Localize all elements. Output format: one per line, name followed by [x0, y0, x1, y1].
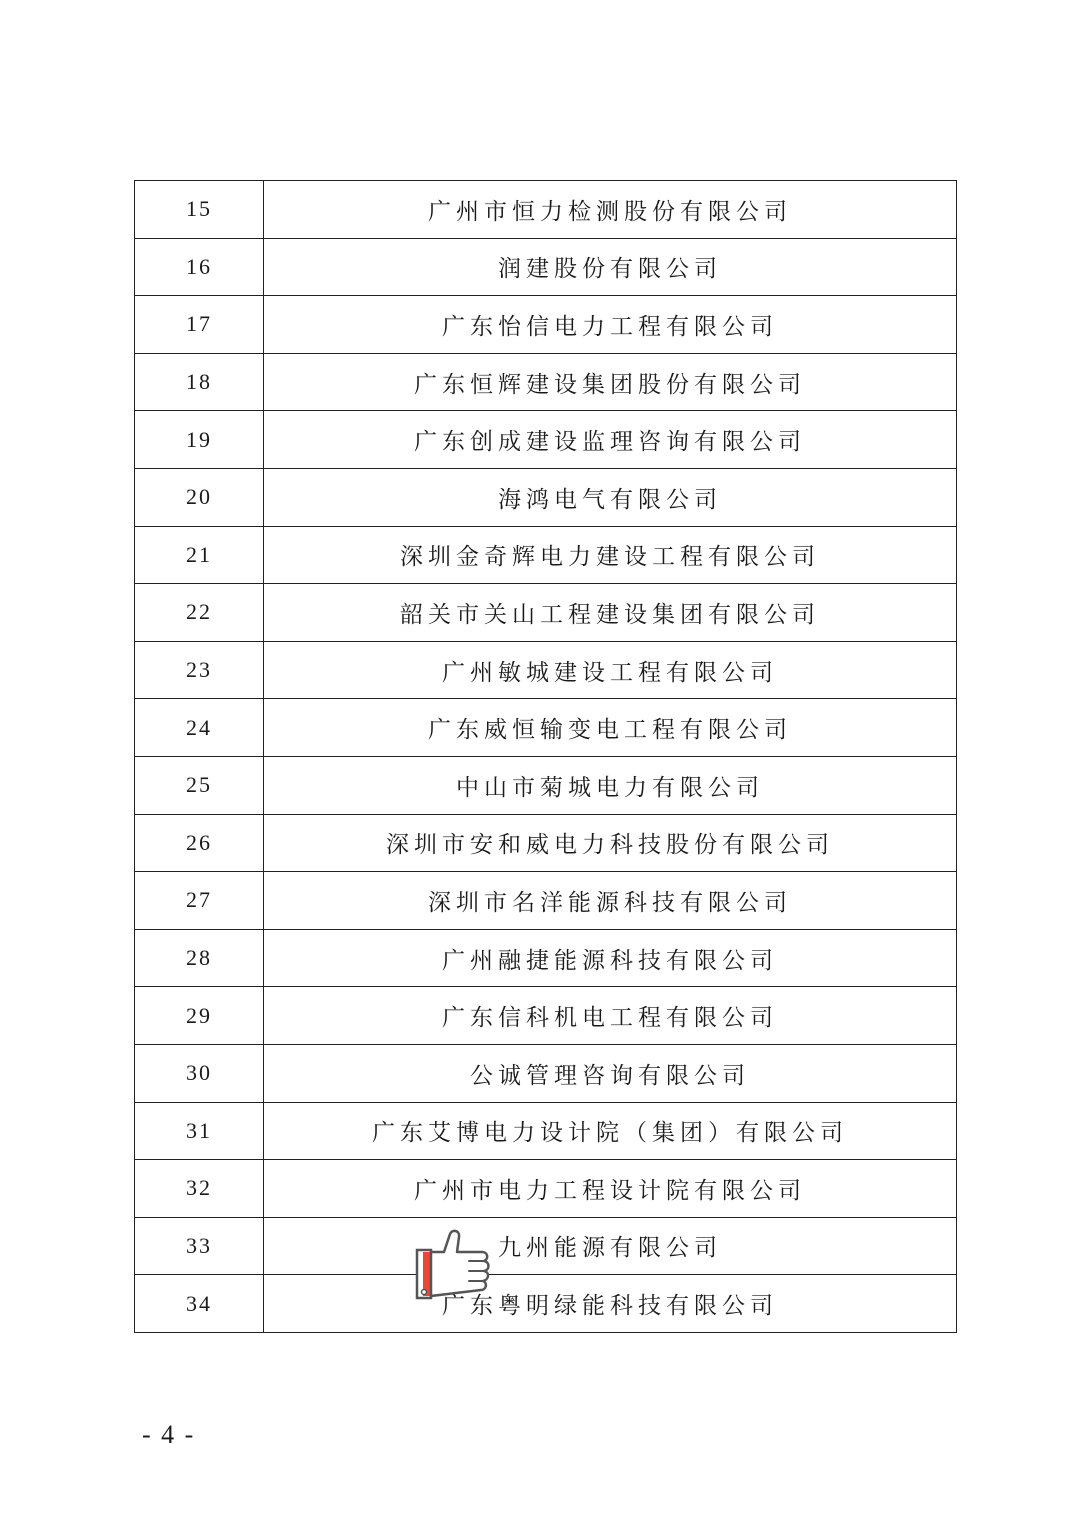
company-name: 韶关市关山工程建设集团有限公司	[264, 584, 957, 642]
thumbs-up-icon[interactable]	[414, 1228, 498, 1302]
company-name: 中山市菊城电力有限公司	[264, 756, 957, 814]
company-name: 广东信科机电工程有限公司	[264, 987, 957, 1045]
row-number: 17	[135, 296, 264, 354]
company-name: 广东粤明绿能科技有限公司	[264, 1275, 957, 1333]
row-number: 16	[135, 238, 264, 296]
table-row	[135, 1102, 957, 1160]
page-number: - 4 -	[142, 1420, 196, 1449]
row-number: 21	[135, 526, 264, 584]
company-name: 广东威恒输变电工程有限公司	[264, 699, 957, 757]
company-name: 广东艾博电力设计院（集团）有限公司	[264, 1102, 957, 1160]
table-row	[135, 468, 957, 526]
row-number: 20	[135, 468, 264, 526]
company-name: 深圳市安和威电力科技股份有限公司	[264, 814, 957, 872]
row-number: 27	[135, 872, 264, 930]
company-name: 广州融捷能源科技有限公司	[264, 929, 957, 987]
table-row	[135, 699, 957, 757]
table-row	[135, 814, 957, 872]
company-name: 海鸿电气有限公司	[264, 468, 957, 526]
thumbs-up-icon-graphic	[414, 1228, 498, 1302]
row-number: 18	[135, 353, 264, 411]
table-row	[135, 1044, 957, 1102]
table-row	[135, 238, 957, 296]
row-number: 33	[135, 1217, 264, 1275]
company-name: 公诚管理咨询有限公司	[264, 1044, 957, 1102]
table-row	[135, 756, 957, 814]
row-number: 19	[135, 411, 264, 469]
company-name: 广东怡信电力工程有限公司	[264, 296, 957, 354]
table-row	[135, 526, 957, 584]
row-number: 24	[135, 699, 264, 757]
company-name: 深圳金奇辉电力建设工程有限公司	[264, 526, 957, 584]
company-name: 广州市恒力检测股份有限公司	[264, 181, 957, 239]
table-row	[135, 296, 957, 354]
row-number: 30	[135, 1044, 264, 1102]
company-name: 润建股份有限公司	[264, 238, 957, 296]
table-row	[135, 929, 957, 987]
row-number: 32	[135, 1160, 264, 1218]
table-row	[135, 181, 957, 239]
row-number: 28	[135, 929, 264, 987]
table-row	[135, 987, 957, 1045]
row-number: 23	[135, 641, 264, 699]
row-number: 22	[135, 584, 264, 642]
table-row	[135, 641, 957, 699]
company-name: 深圳市名洋能源科技有限公司	[264, 872, 957, 930]
company-name: 广州市电力工程设计院有限公司	[264, 1160, 957, 1218]
table-row	[135, 872, 957, 930]
company-name: 广东恒辉建设集团股份有限公司	[264, 353, 957, 411]
row-number: 31	[135, 1102, 264, 1160]
company-name: 广州敏城建设工程有限公司	[264, 641, 957, 699]
row-number: 25	[135, 756, 264, 814]
table-row	[135, 584, 957, 642]
thumb-cuff-dot	[422, 1290, 427, 1295]
table-row	[135, 1275, 957, 1333]
row-number: 15	[135, 181, 264, 239]
row-number: 26	[135, 814, 264, 872]
table-body	[135, 181, 957, 1333]
row-number: 29	[135, 987, 264, 1045]
table-row	[135, 353, 957, 411]
company-name: 广东创成建设监理咨询有限公司	[264, 411, 957, 469]
company-list-table	[134, 180, 957, 1333]
table-row	[135, 411, 957, 469]
table-row	[135, 1217, 957, 1275]
table-row	[135, 1160, 957, 1218]
thumb-hand	[431, 1231, 489, 1296]
company-name: 九州能源有限公司	[264, 1217, 957, 1275]
row-number: 34	[135, 1275, 264, 1333]
